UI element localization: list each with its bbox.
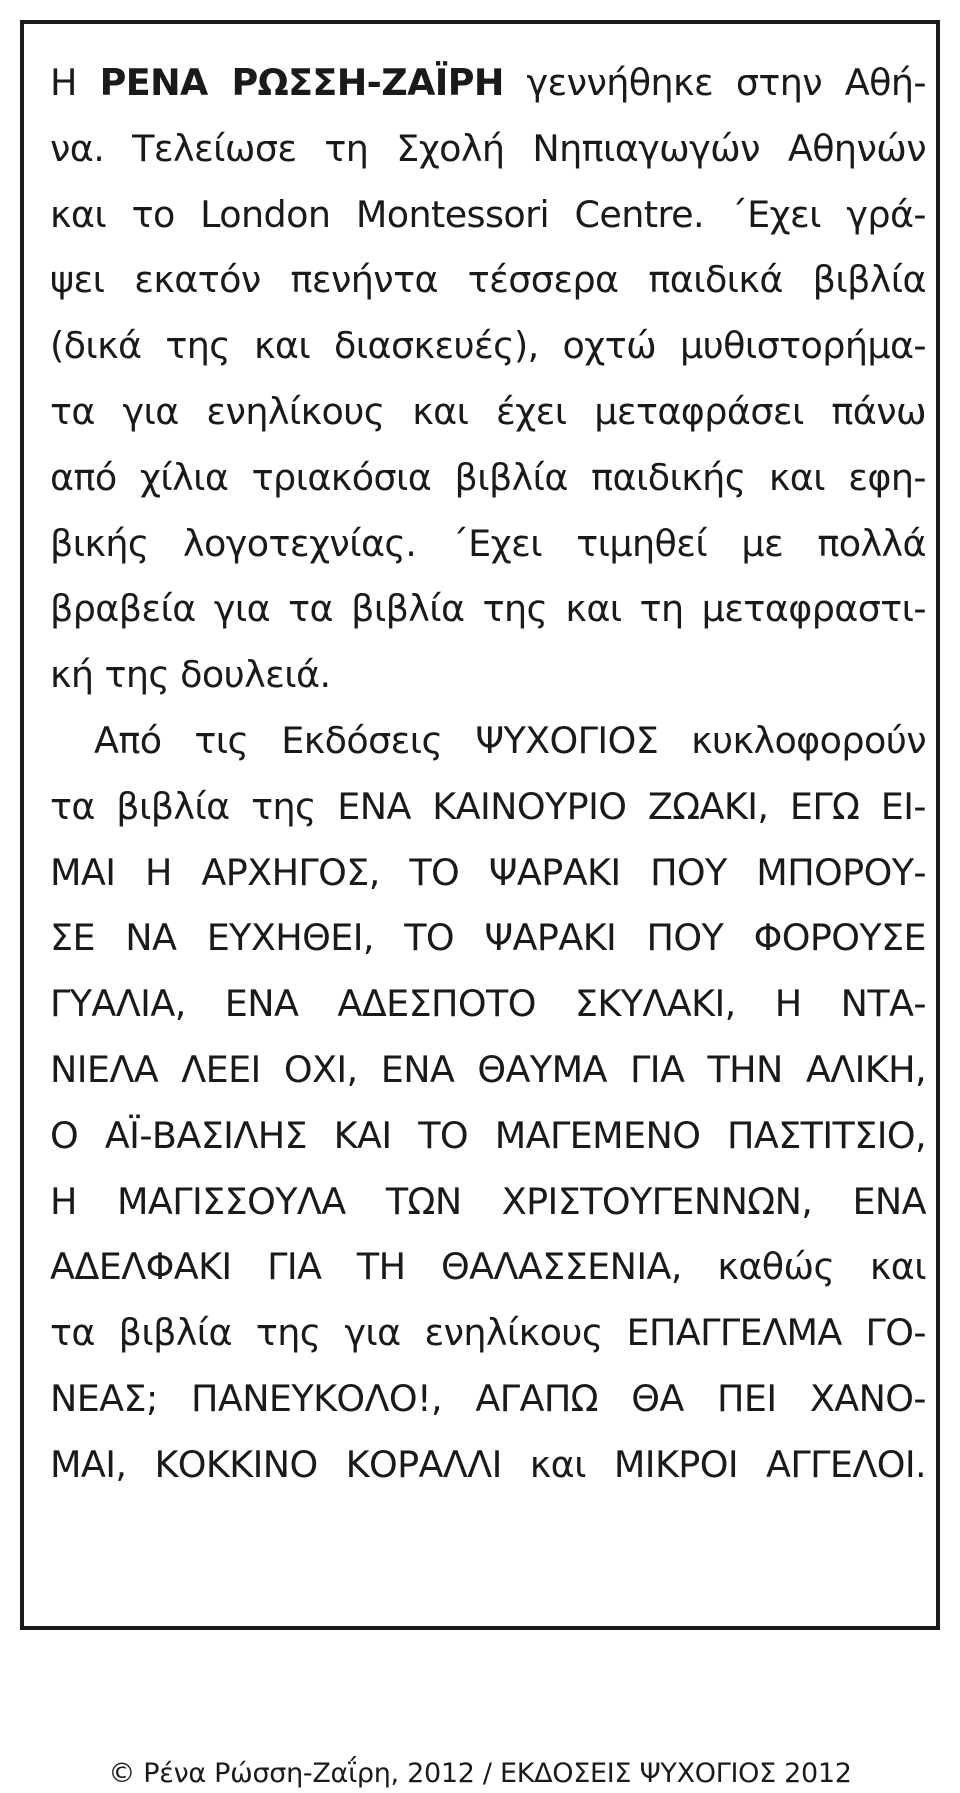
bio-line-4: ψει εκατόν πενήντα τέσσερα παιδικά βιβλία — [50, 258, 926, 302]
bio-line-15: ΓΥΑΛΙΑ, ΕΝΑ ΑΔΕΣΠΟΤΟ ΣΚΥΛΑΚΙ, Η ΝΤΑ- — [50, 982, 926, 1026]
bio-line-1-post: γεννήθηκε στην Αθή- — [503, 61, 926, 104]
author-bio — [50, 50, 926, 1498]
bio-line-2: να. Τελείωσε τη Σχολή Νηπιαγωγών Αθηνών — [50, 126, 926, 170]
bio-line-8: βικής λογοτεχνίας. ΄Εχει τιμηθεί με πολλά — [50, 521, 926, 565]
bio-line-10: κή της δουλειά. — [50, 653, 331, 697]
copyright-notice: © Ρένα Ρώσση-Ζαΐρη, 2012 / ΕΚΔΟΣΕΙΣ ΨΥΧΟΓΙΟΣ 2012 — [108, 1758, 852, 1789]
bio-line-19: ΑΔΕΛΦΑΚΙ ΓΙΑ ΤΗ ΘΑΛΑΣΣΕΝΙΑ, καθώς και — [50, 1245, 926, 1289]
bio-line-11: Από τις Εκδόσεις ΨΥΧΟΓΙΟΣ κυκλοφορούν — [94, 718, 926, 762]
bio-line-9: βραβεία για τα βιβλία της και τη μεταφραστι- — [50, 587, 926, 631]
author-name: ΡΕΝΑ ΡΩΣΣΗ-ΖΑΪΡΗ — [99, 61, 504, 104]
bio-line-22: ΜΑΙ, ΚΟΚΚΙΝΟ ΚΟΡΑΛΛΙ και ΜΙΚΡΟΙ ΑΓΓΕΛΟΙ. — [50, 1442, 926, 1486]
bio-line-7: από χίλια τριακόσια βιβλία παιδικής και εφη- — [50, 455, 926, 499]
bio-line-3: και το London Montessori Centre. ΄Εχει γρά- — [50, 192, 926, 236]
bio-line-21: ΝΕΑΣ; ΠΑΝΕΥΚΟΛΟ!, ΑΓΑΠΩ ΘΑ ΠΕΙ ΧΑΝΟ- — [50, 1376, 926, 1420]
bio-line-12: τα βιβλία της ΕΝΑ ΚΑΙΝΟΥΡΙΟ ΖΩΑΚΙ, ΕΓΩ ΕΙ- — [50, 784, 926, 828]
bio-line-1 — [50, 50, 926, 116]
bio-line-13: ΜΑΙ Η ΑΡΧΗΓΟΣ, ΤΟ ΨΑΡΑΚΙ ΠΟΥ ΜΠΟΡΟΥ- — [50, 850, 926, 894]
bio-line-17: Ο ΑΪ-ΒΑΣΙΛΗΣ ΚΑΙ ΤΟ ΜΑΓΕΜΕΝΟ ΠΑΣΤΙΤΣΙΟ, — [50, 1113, 926, 1157]
bio-frame — [20, 20, 940, 1630]
bio-line-20: τα βιβλία της για ενηλίκους ΕΠΑΓΓΕΛΜΑ ΓΟ- — [50, 1311, 926, 1355]
bio-line-6: τα για ενηλίκους και έχει μεταφράσει πάνω — [50, 389, 926, 433]
bio-line-1-pre: Η — [50, 61, 100, 104]
bio-line-18: Η ΜΑΓΙΣΣΟΥΛΑ ΤΩΝ ΧΡΙΣΤΟΥΓΕΝΝΩΝ, ΕΝΑ — [50, 1179, 926, 1223]
bio-line-16: ΝΙΕΛΑ ΛΕΕΙ ΟΧΙ, ΕΝΑ ΘΑΥΜΑ ΓΙΑ ΤΗΝ ΑΛΙΚΗ, — [50, 1047, 926, 1091]
bio-line-14: ΣΕ ΝΑ ΕΥΧΗΘΕΙ, ΤΟ ΨΑΡΑΚΙ ΠΟΥ ΦΟΡΟΥΣΕ — [50, 916, 926, 960]
bio-line-5: (δικά της και διασκευές), οχτώ μυθιστορήμα- — [50, 324, 926, 368]
